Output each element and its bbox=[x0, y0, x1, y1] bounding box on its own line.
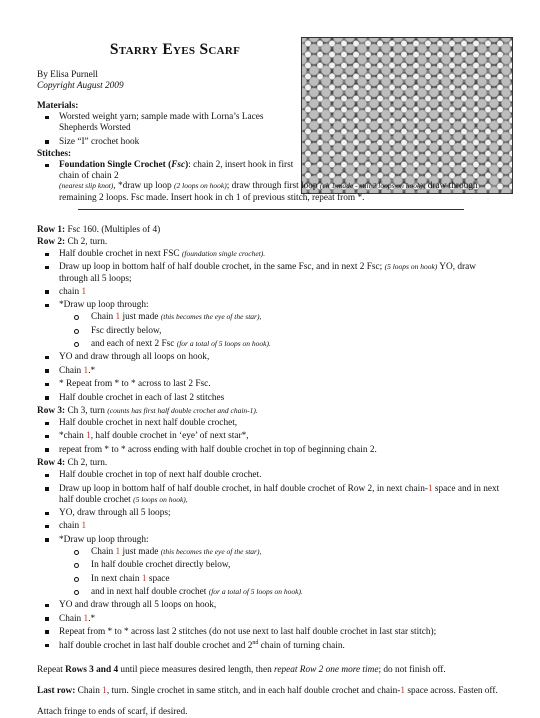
list-item: Size “I” crochet hook bbox=[59, 137, 507, 148]
repeat-instruction: Repeat Rows 3 and 4 until piece measures desired length, then repeat Row 2 one more time; do not finish off. bbox=[37, 664, 446, 675]
row-4-substeps bbox=[59, 547, 507, 598]
row-1: Row 1: Fsc 160. (Multiples of 4) bbox=[37, 224, 161, 235]
list-item: Repeat from * to * across last 2 stitches (do not use next to last half double crochet in last star stitch); bbox=[59, 627, 507, 638]
list-item: In next chain 1 space bbox=[91, 574, 507, 585]
row-2-substeps bbox=[59, 312, 507, 350]
list-item: Chain 1.* bbox=[59, 614, 507, 625]
list-item: Chain 1.* bbox=[59, 366, 507, 377]
row-4: Row 4: Ch 2, turn. bbox=[37, 458, 108, 469]
list-item: Chain 1 just made (this becomes the eye of the star), bbox=[91, 547, 507, 558]
list-item: * Repeat from * to * across to last 2 Fsc. bbox=[59, 379, 507, 390]
list-item: YO and draw through all 5 loops on hook, bbox=[59, 600, 507, 611]
fsc-description: (nearest slip knot), *draw up loop (2 loops on hook); draw through first loop (ch 1 made - still 2 loops on hook); draw through remaining 2 loops. Fsc made. Insert hook in ch 1 of previous stitch, repeat from *. bbox=[59, 181, 478, 203]
materials-heading: Materials: bbox=[37, 101, 79, 111]
row-2: Row 2: Ch 2, turn. bbox=[37, 236, 108, 247]
list-item: Draw up loop in bottom half of half double crochet, in half double crochet of Row 2, in next chain-1 space and in next half double crochet (5 loops on hook), bbox=[59, 484, 507, 506]
list-item: Worsted weight yarn; sample made with Lorna’s Laces Shepherds Worsted bbox=[59, 112, 299, 134]
pattern-body bbox=[37, 101, 507, 718]
list-item: In half double crochet directly below, bbox=[91, 560, 507, 571]
list-item: YO, draw through all 5 loops; bbox=[59, 508, 507, 519]
list-item: half double crochet in last half double crochet and 2nd chain of turning chain. bbox=[59, 640, 507, 652]
list-item: chain 1 bbox=[59, 521, 507, 532]
last-row-instruction: Last row: Chain 1, turn. Single crochet in same stitch, and in each half double crochet and chain-1 space across. Fasten off. bbox=[37, 685, 498, 696]
stitches-list bbox=[37, 160, 507, 182]
stitches-heading: Stitches: bbox=[37, 149, 72, 159]
list-item: YO and draw through all loops on hook, bbox=[59, 352, 507, 363]
row-3-steps bbox=[37, 418, 507, 456]
list-item: and each of next 2 Fsc (for a total of 5 loops on hook). bbox=[91, 339, 507, 350]
list-item: and in next half double crochet (for a total of 5 loops on hook). bbox=[91, 587, 507, 598]
list-item: *Draw up loop through: Chain 1 just made (this becomes the eye of the star), Fsc directly below, and each of next 2 Fsc (for a total of 5 loops on hook). bbox=[59, 300, 507, 350]
list-item: repeat from * to * across ending with half double crochet in top of beginning chain 2. bbox=[59, 445, 507, 456]
row-4-steps bbox=[37, 470, 507, 652]
list-item: Half double crochet in next half double crochet, bbox=[59, 418, 507, 429]
list-item: Fsc directly below, bbox=[91, 326, 507, 337]
copyright-line: Copyright August 2009 bbox=[37, 81, 124, 91]
list-item: *chain 1, half double crochet in ‘eye’ of next star*, bbox=[59, 431, 507, 442]
list-item: Draw up loop in bottom half of half double crochet, in the same Fsc, and in next 2 Fsc; (5 loops on hook) YO, draw through all 5 loops; bbox=[59, 262, 507, 284]
fringe-instruction: Attach fringe to ends of scarf, if desired. bbox=[37, 707, 188, 718]
list-item: *Draw up loop through: Chain 1 just made (this becomes the eye of the star), In half double crochet directly below, In next chain 1 space and in next half double crochet (for a total of 5 loops on hook). bbox=[59, 535, 507, 598]
materials-list bbox=[37, 112, 507, 148]
row-3: Row 3: Ch 3, turn (counts has first half double crochet and chain-1). bbox=[37, 405, 258, 416]
list-item: chain 1 bbox=[59, 287, 507, 298]
page-title: Starry Eyes Scarf bbox=[109, 41, 241, 58]
list-item: Chain 1 just made (this becomes the eye of the star), bbox=[91, 312, 507, 323]
list-item-fsc: Foundation Single Crochet (Fsc): chain 2, insert hook in first chain of chain 2 bbox=[59, 160, 309, 182]
list-item: Half double crochet in top of next half double crochet. bbox=[59, 470, 507, 481]
list-item: Half double crochet in each of last 2 stitches bbox=[59, 393, 507, 404]
list-item: Half double crochet in next FSC (foundation single crochet). bbox=[59, 249, 507, 260]
row-2-steps bbox=[37, 249, 507, 404]
author-line: By Elisa Purnell bbox=[37, 70, 98, 80]
